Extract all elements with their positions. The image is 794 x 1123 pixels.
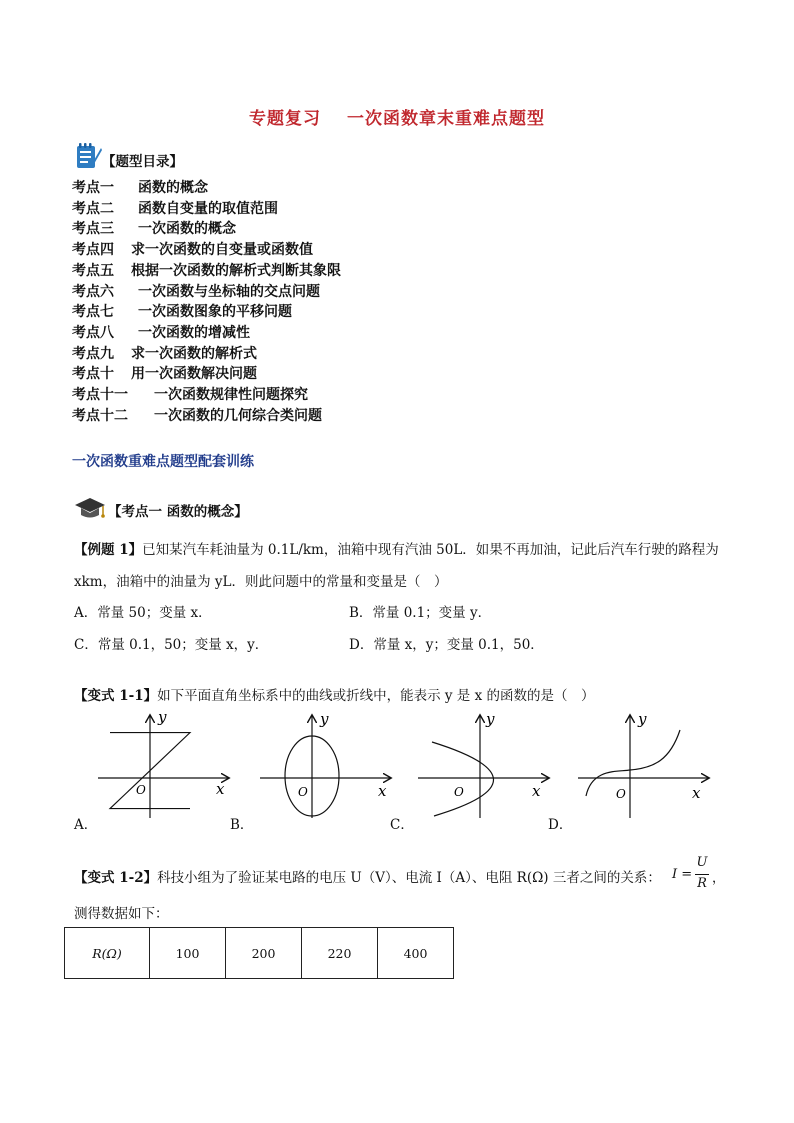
toc-item-text: 一次函数的几何综合类问题 xyxy=(154,407,322,424)
table-header-cell: R(Ω) xyxy=(65,928,150,979)
example-1-line2: xkm，油箱中的油量为 yL．则此问题中的常量和变量是（ ） xyxy=(74,574,448,590)
graph-d[interactable] xyxy=(574,710,714,820)
y-axis-label: y xyxy=(320,710,329,728)
variant-1-2-line2: 测得数据如下： xyxy=(74,906,169,922)
toc-item-text: 一次函数图象的平移问题 xyxy=(138,304,292,321)
toc-item xyxy=(72,385,341,406)
x-axis-label: x xyxy=(692,784,701,802)
formula-denominator: R xyxy=(697,876,707,891)
table-cell: 220 xyxy=(302,928,378,979)
title-part2: 一次函数章末重难点题型 xyxy=(347,109,545,129)
toc-item xyxy=(72,406,341,427)
toc-item xyxy=(72,302,341,323)
example-1-tag: 【例题 1】 xyxy=(74,542,143,558)
origin-label: O xyxy=(454,785,464,799)
toc-item-text: 函数自变量的取值范围 xyxy=(138,200,278,217)
data-table xyxy=(64,927,454,979)
origin-label: O xyxy=(616,787,626,801)
toc-item xyxy=(72,344,341,365)
graph-b[interactable] xyxy=(256,710,396,820)
option-c[interactable]: C．常量 0.1，50；变量 x，y． xyxy=(74,637,269,653)
toc-item-key: 考点十 xyxy=(72,366,114,383)
toc-item-text: 根据一次函数的解析式判断其象限 xyxy=(131,262,341,279)
toc-item-key: 考点三 xyxy=(72,221,114,238)
table-cell: 100 xyxy=(150,928,226,979)
formula xyxy=(672,855,726,895)
variant-1-1-text: 如下平面直角坐标系中的曲线或折线中，能表示 y 是 x 的函数的是（ ） xyxy=(157,688,595,704)
toc-header xyxy=(76,142,183,172)
page-title xyxy=(0,104,794,129)
toc-item xyxy=(72,261,341,282)
x-axis-label: x xyxy=(532,782,541,800)
graph-a[interactable] xyxy=(90,710,240,820)
toc-item xyxy=(72,199,341,220)
graph-c-label: C． xyxy=(390,817,414,833)
table-cell: 400 xyxy=(378,928,454,979)
toc-item-text: 用一次函数解决问题 xyxy=(131,366,257,383)
toc-item-key: 考点四 xyxy=(72,242,114,259)
section-heading-label: 【考点一 函数的概念】 xyxy=(108,504,248,520)
y-axis-label: y xyxy=(638,710,647,728)
toc-item xyxy=(72,282,341,303)
toc-item-text: 一次函数与坐标轴的交点问题 xyxy=(138,283,320,300)
y-axis-label: y xyxy=(158,710,167,726)
toc-item xyxy=(72,178,341,199)
toc-item-key: 考点五 xyxy=(72,262,114,279)
variant-1-2-tag: 【变式 1-2】 xyxy=(74,870,158,886)
toc-item xyxy=(72,240,341,261)
table-cell: 200 xyxy=(226,928,302,979)
notepad-pen-icon xyxy=(76,142,102,170)
x-axis-label: x xyxy=(378,782,387,800)
variant-1-1-tag: 【变式 1-1】 xyxy=(74,688,158,704)
graph-a-label: A． xyxy=(74,817,98,833)
graph-d-label: D． xyxy=(548,817,573,833)
fraction-bar xyxy=(695,874,709,875)
toc-item-key: 考点八 xyxy=(72,324,114,341)
toc-item-key: 考点六 xyxy=(72,283,114,300)
formula-lhs: I = xyxy=(672,867,693,882)
variant-1-1-line xyxy=(74,684,595,704)
toc-item-key: 考点九 xyxy=(72,345,114,362)
toc-item-text: 求一次函数的解析式 xyxy=(131,345,257,362)
toc-list xyxy=(72,178,341,426)
formula-numerator: U xyxy=(696,855,708,870)
toc-item-key: 考点十二 xyxy=(72,407,128,424)
variant-1-2-text: 科技小组为了验证某电路的电压 U（V）、电流 I（A）、电阻 R(Ω) 三者之间的关系： xyxy=(157,870,661,886)
toc-heading: 【题型目录】 xyxy=(102,154,183,170)
x-axis-label: x xyxy=(216,780,225,798)
toc-item-text: 求一次函数的自变量或函数值 xyxy=(131,242,313,259)
toc-item-key: 考点十一 xyxy=(72,387,128,404)
graduation-cap-icon xyxy=(74,495,106,521)
table-row xyxy=(65,928,454,979)
toc-item-text: 一次函数的概念 xyxy=(138,221,236,238)
option-a[interactable]: A．常量 50；变量 x． xyxy=(74,605,212,621)
example-1-line1 xyxy=(74,538,719,558)
toc-item-text: 一次函数的增减性 xyxy=(138,324,250,341)
toc-item-text: 函数的概念 xyxy=(138,180,208,196)
formula-comma: ， xyxy=(712,871,726,886)
toc-item xyxy=(72,219,341,240)
training-title: 一次函数重难点题型配套训练 xyxy=(72,454,254,470)
origin-label: O xyxy=(136,783,146,797)
option-b[interactable]: B．常量 0.1；变量 y． xyxy=(349,605,492,621)
origin-label: O xyxy=(298,785,308,799)
toc-item-key: 考点一 xyxy=(72,180,114,196)
variant-1-2-line xyxy=(74,866,661,886)
toc-item xyxy=(72,323,341,344)
option-d[interactable]: D．常量 x，y；变量 0.1，50． xyxy=(349,637,544,653)
toc-item-key: 考点七 xyxy=(72,304,114,321)
toc-item-key: 考点二 xyxy=(72,200,114,217)
graph-c[interactable] xyxy=(414,710,554,820)
section-heading xyxy=(74,495,248,523)
toc-item-text: 一次函数规律性问题探究 xyxy=(154,387,308,404)
graph-b-label: B． xyxy=(230,817,254,833)
example-1-text: 已知某汽车耗油量为 0.1L/km，油箱中现有汽油 50L．如果不再加油，记此后汽车行驶的路程为 xyxy=(142,542,719,558)
title-part1: 专题复习 xyxy=(249,109,321,129)
y-axis-label: y xyxy=(486,710,495,728)
toc-item xyxy=(72,364,341,385)
